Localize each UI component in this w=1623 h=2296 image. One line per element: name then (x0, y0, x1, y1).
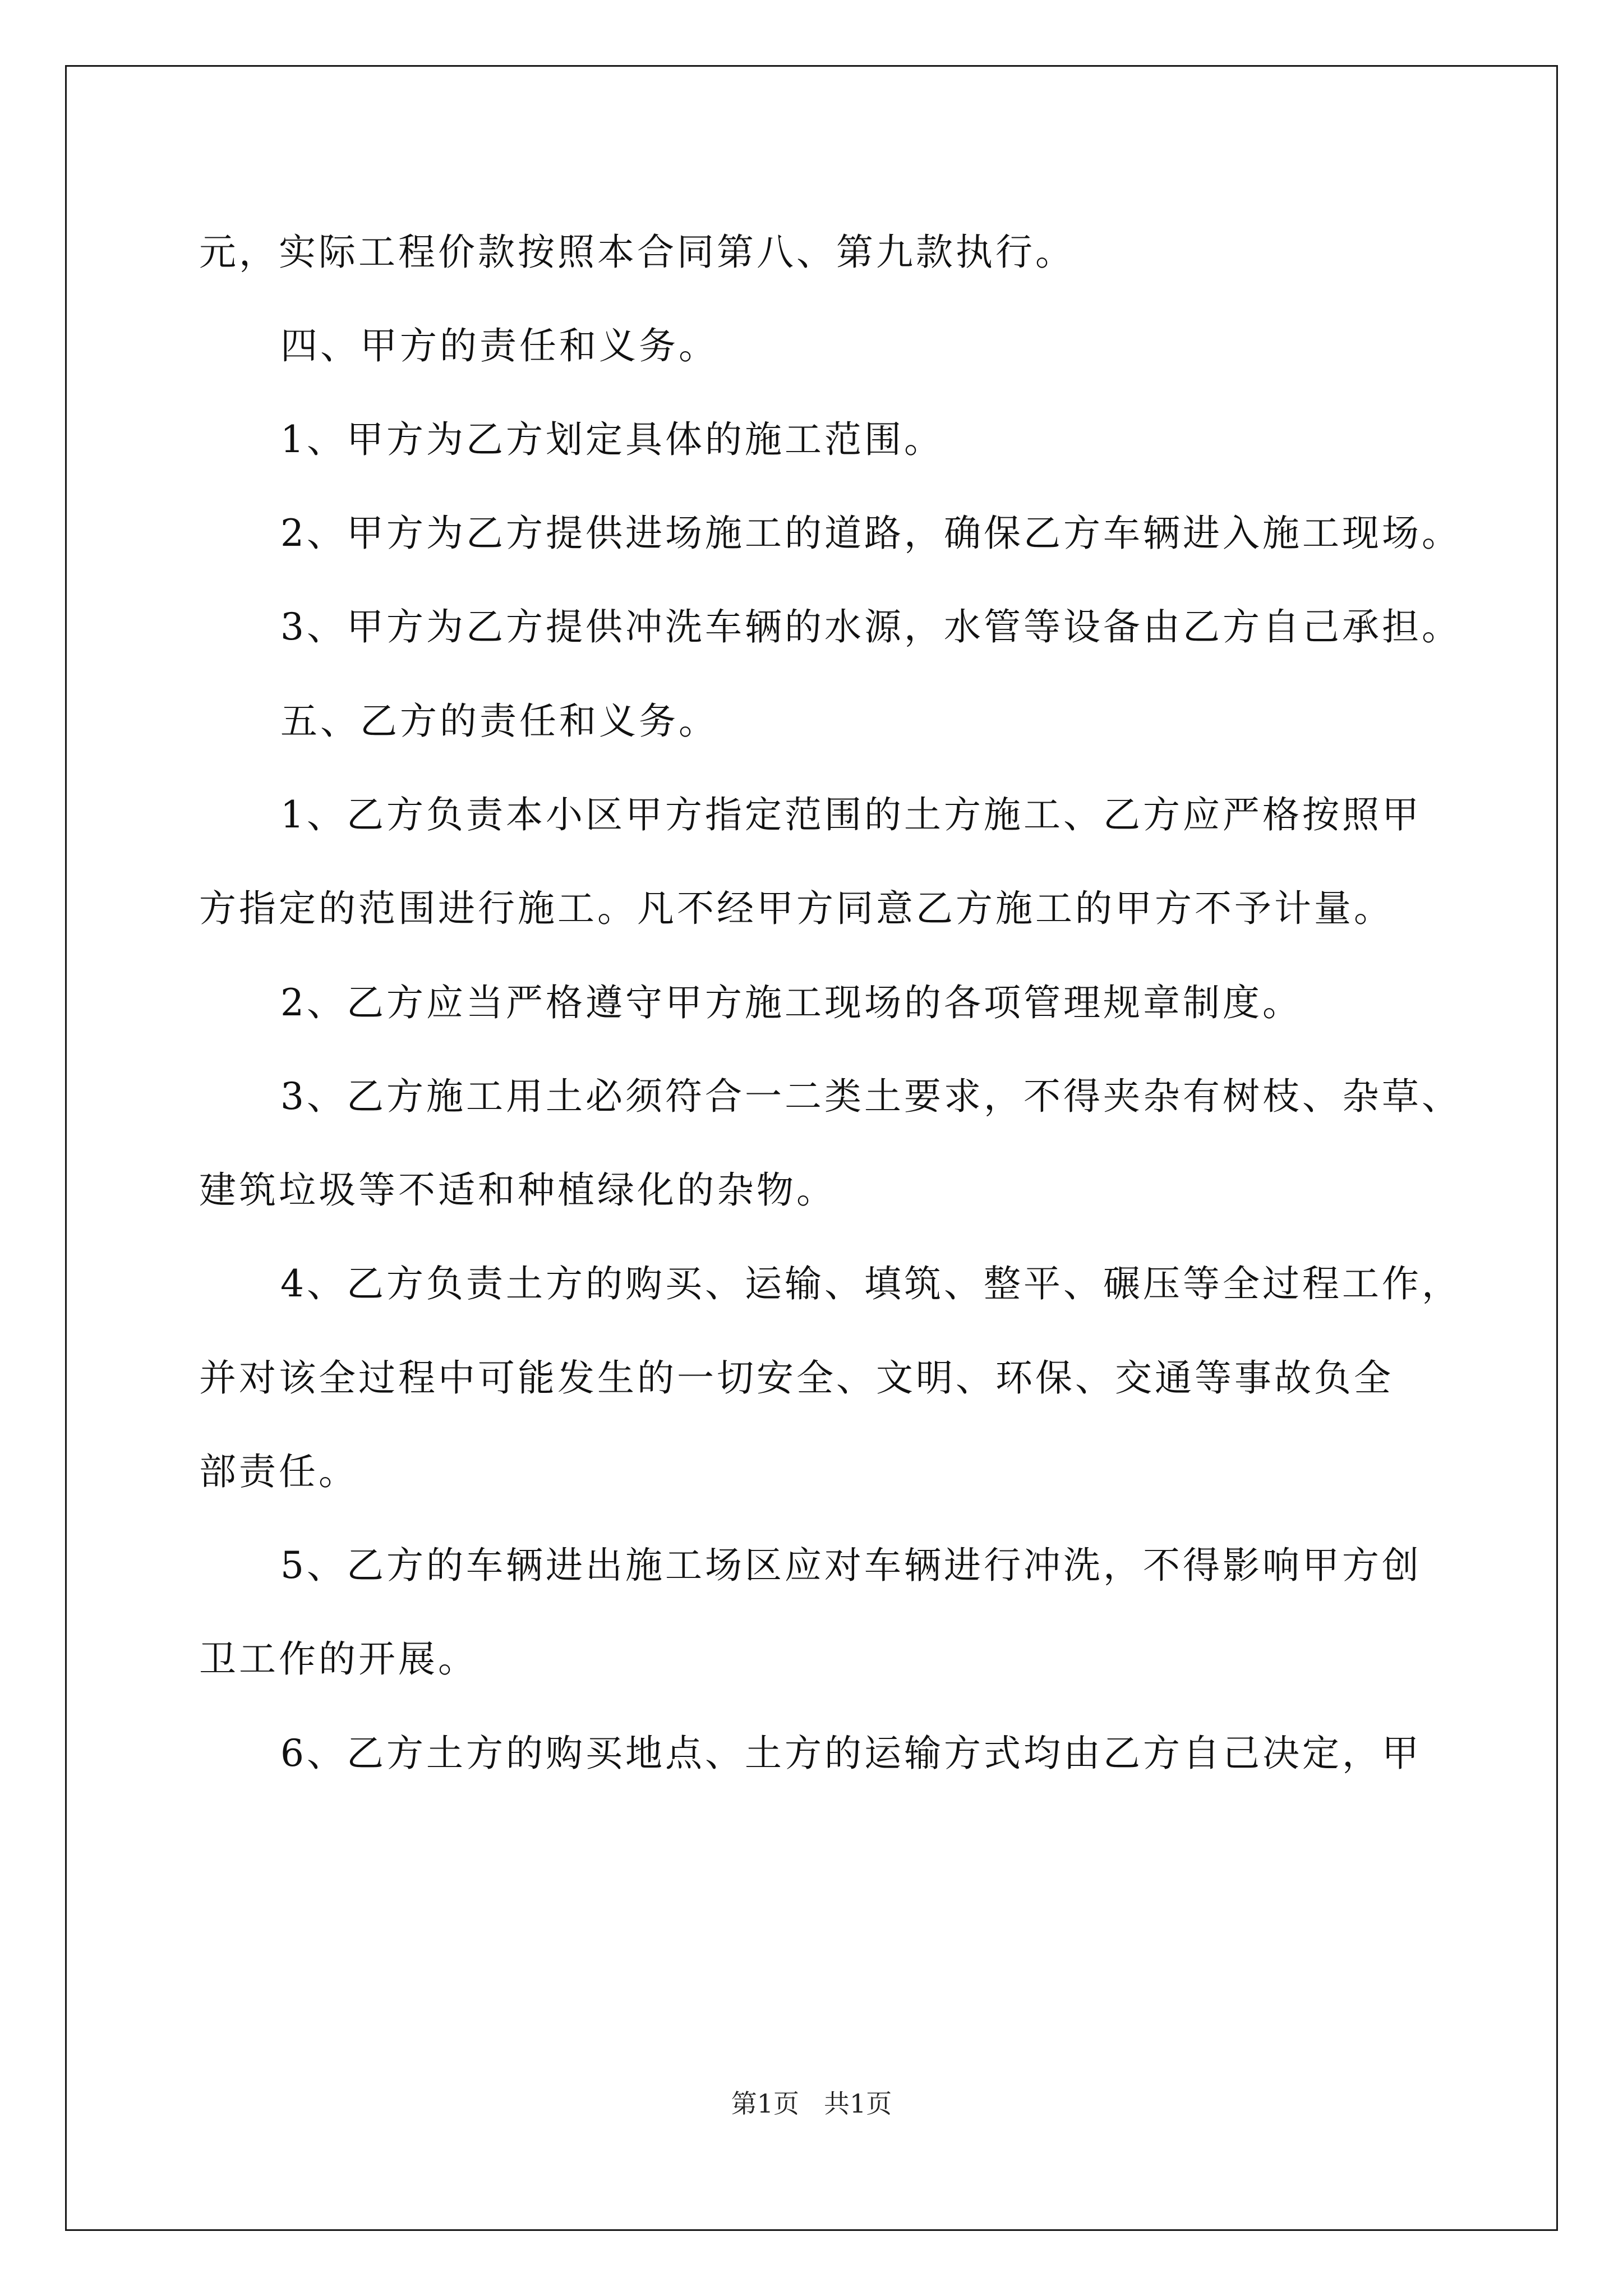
section-heading: 四、甲方的责任和义务。 (280, 324, 718, 367)
text-line: 方指定的范围进行施工。凡不经甲方同意乙方施工的甲方不予计量。 (199, 887, 1394, 930)
page-number: 第1页 (731, 2088, 800, 2119)
text-line: 2、甲方为乙方提供进场施工的道路，确保乙方车辆进入施工现场。 (280, 512, 1461, 555)
page-border (65, 65, 1558, 2231)
text-line: 并对该全过程中可能发生的一切安全、文明、环保、交通等事故负全 (199, 1356, 1394, 1400)
text-line: 卫工作的开展。 (199, 1637, 478, 1681)
text-line: 部责任。 (199, 1450, 358, 1493)
text-line: 2、乙方应当严格遵守甲方施工现场的各项管理规章制度。 (280, 981, 1302, 1024)
text-line: 元，实际工程价款按照本合同第八、第九款执行。 (199, 231, 1075, 274)
section-heading: 五、乙方的责任和义务。 (280, 700, 718, 743)
page-footer (0, 2088, 1623, 2119)
text-line: 建筑垃圾等不适和种植绿化的杂物。 (199, 1168, 836, 1212)
page-total: 共1页 (823, 2088, 892, 2119)
text-line: 1、乙方负责本小区甲方指定范围的土方施工、乙方应严格按照甲 (280, 793, 1422, 836)
text-line: 5、乙方的车辆进出施工场区应对车辆进行冲洗，不得影响甲方创 (280, 1544, 1422, 1587)
text-line: 4、乙方负责土方的购买、运输、填筑、整平、碾压等全过程工作， (280, 1262, 1461, 1305)
text-line: 3、乙方施工用土必须符合一二类土要求，不得夹杂有树枝、杂草、 (280, 1075, 1461, 1118)
text-line: 3、甲方为乙方提供冲洗车辆的水源，水管等设备由乙方自己承担。 (280, 605, 1461, 648)
text-line: 6、乙方土方的购买地点、土方的运输方式均由乙方自己决定，甲 (280, 1732, 1422, 1775)
text-line: 1、甲方为乙方划定具体的施工范围。 (280, 418, 944, 461)
